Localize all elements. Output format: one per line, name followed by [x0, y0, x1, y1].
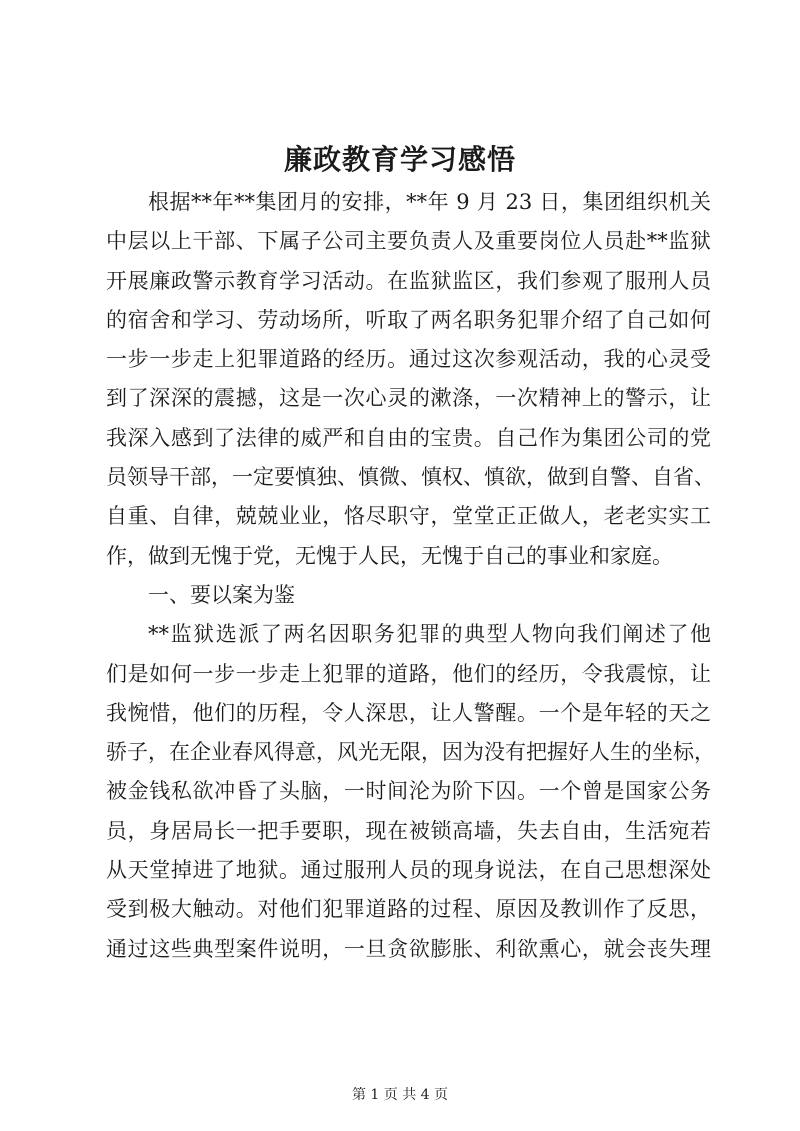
- paragraph-line: 我深入感到了法律的威严和自由的宝贵。自己作为集团公司的党: [106, 425, 711, 450]
- paragraph-line: 中层以上干部、下属子公司主要负责人及重要岗位人员赴**监狱: [106, 229, 711, 254]
- paragraph-line: 员领导干部，一定要慎独、慎微、慎权、慎欲，做到自警、自省、: [106, 465, 715, 490]
- paragraph-line: 到了深深的震撼，这是一次心灵的漱涤，一次精神上的警示，让: [106, 386, 711, 411]
- paragraph-line: 们是如何一步一步走上犯罪的道路，他们的经历，令我震惊，让: [106, 661, 711, 686]
- paragraph-line: 自重、自律，兢兢业业，恪尽职守，堂堂正正做人，老老实实工: [106, 504, 711, 529]
- paragraph-line: **监狱选派了两名因职务犯罪的典型人物向我们阐述了他: [148, 622, 711, 647]
- paragraph-line: 的宿舍和学习、劳动场所，听取了两名职务犯罪介绍了自己如何: [106, 307, 711, 332]
- paragraph-line: 我惋惜，他们的历程，令人深思，让人警醒。一个是年轻的天之: [106, 700, 711, 725]
- paragraph-line: 骄子，在企业春风得意，风光无限，因为没有把握好人生的坐标，: [106, 740, 715, 765]
- paragraph-line: 一步一步走上犯罪道路的经历。通过这次参观活动，我的心灵受: [106, 347, 711, 372]
- document-body: [106, 183, 715, 969]
- document-title: 廉政教育学习感悟: [283, 143, 516, 176]
- paragraph-line: 被金钱私欲冲昏了头脑，一时间沦为阶下囚。一个曾是国家公务: [106, 779, 711, 804]
- paragraph-line: 开展廉政警示教育学习活动。在监狱监区，我们参观了服刑人员: [106, 268, 711, 293]
- page-footer: 第 1 页 共 4 页: [351, 1087, 449, 1103]
- section-heading: 一、要以案为鉴: [148, 582, 295, 607]
- paragraph-line: 作，做到无愧于党，无愧于人民，无愧于自己的事业和家庭。: [106, 543, 673, 568]
- paragraph-line: 员，身居局长一把手要职，现在被锁高墙，失去自由，生活宛若: [106, 818, 711, 843]
- paragraph-line: 通过这些典型案件说明，一旦贪欲膨胀、利欲熏心，就会丧失理: [106, 936, 711, 961]
- paragraph-line: 受到极大触动。对他们犯罪道路的过程、原因及教训作了反思，: [106, 897, 711, 922]
- paragraph-line: 根据**年**集团月的安排，**年 9 月 23 日，集团组织机关: [148, 190, 711, 214]
- paragraph-line: 从天堂掉进了地狱。通过服刑人员的现身说法，在自己思想深处: [106, 858, 711, 883]
